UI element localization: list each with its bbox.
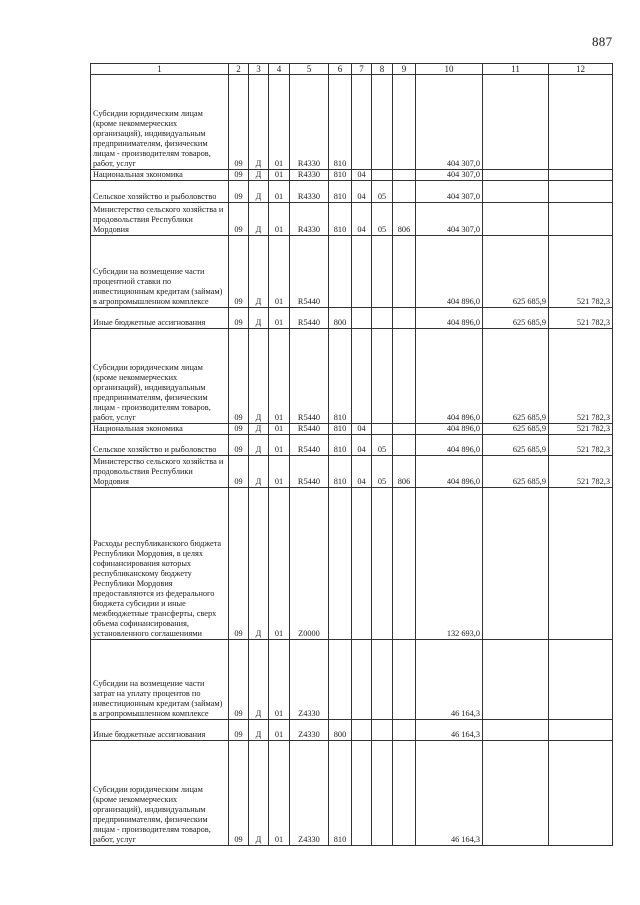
item-name: Иные бюджетные ассигнования	[91, 308, 229, 329]
col-4-value: 01	[269, 488, 290, 640]
col-3-value: Д	[249, 741, 269, 846]
item-name: Министерство сельского хозяйства и продовольствия Республики Мордовия	[91, 456, 229, 488]
amount-col-10: 46 164,3	[416, 720, 483, 741]
target-article: Z4330	[290, 741, 329, 846]
amount-col-12: 521 782,3	[549, 435, 613, 456]
amount-col-11	[483, 181, 549, 203]
target-article: Z4330	[290, 640, 329, 720]
column-header: 3	[249, 64, 269, 75]
amount-col-12: 521 782,3	[549, 236, 613, 308]
amount-col-12	[549, 75, 613, 170]
amount-col-11: 625 685,9	[483, 236, 549, 308]
amount-col-11: 625 685,9	[483, 424, 549, 435]
col-4-value: 01	[269, 640, 290, 720]
amount-col-11: 625 685,9	[483, 308, 549, 329]
item-name: Иные бюджетные ассигнования	[91, 720, 229, 741]
table-row	[91, 181, 613, 203]
department	[393, 435, 416, 456]
amount-col-10: 404 307,0	[416, 170, 483, 181]
expense-type: 810	[329, 424, 352, 435]
amount-col-11	[483, 488, 549, 640]
col-2-value: 09	[229, 75, 249, 170]
subsection: 05	[372, 181, 393, 203]
expense-type: 810	[329, 741, 352, 846]
subsection	[372, 741, 393, 846]
col-2-value: 09	[229, 203, 249, 236]
col-2-value: 09	[229, 170, 249, 181]
section	[352, 236, 372, 308]
amount-col-10: 132 693,0	[416, 488, 483, 640]
section: 04	[352, 435, 372, 456]
amount-col-11	[483, 75, 549, 170]
item-name: Субсидии на возмещение части процентной ставки по инвестиционным кредитам (займам) в агропромышленном комплексе	[91, 236, 229, 308]
target-article: R5440	[290, 424, 329, 435]
amount-col-10: 404 896,0	[416, 329, 483, 424]
amount-col-11: 625 685,9	[483, 456, 549, 488]
col-2-value: 09	[229, 236, 249, 308]
column-header: 5	[290, 64, 329, 75]
department	[393, 488, 416, 640]
item-name: Национальная экономика	[91, 424, 229, 435]
col-4-value: 01	[269, 236, 290, 308]
section	[352, 329, 372, 424]
column-header: 6	[329, 64, 352, 75]
table-row	[91, 170, 613, 181]
col-4-value: 01	[269, 181, 290, 203]
col-3-value: Д	[249, 456, 269, 488]
department	[393, 329, 416, 424]
amount-col-12: 521 782,3	[549, 329, 613, 424]
subsection	[372, 640, 393, 720]
section: 04	[352, 181, 372, 203]
subsection: 05	[372, 435, 393, 456]
col-3-value: Д	[249, 308, 269, 329]
amount-col-12	[549, 203, 613, 236]
col-2-value: 09	[229, 720, 249, 741]
target-article: R5440	[290, 435, 329, 456]
subsection	[372, 424, 393, 435]
amount-col-11	[483, 203, 549, 236]
table-row	[91, 329, 613, 424]
target-article: R5440	[290, 329, 329, 424]
target-article: R5440	[290, 456, 329, 488]
column-header: 7	[352, 64, 372, 75]
item-name: Расходы республиканского бюджета Республики Мордовия, в целях софинансирования которых республиканскому бюджету Республики Мордовия предоставляются из федерального бюджета субсидии и иные межбюджетные трансферты, сверх объема софинансирования, установленного соглашениями	[91, 488, 229, 640]
col-3-value: Д	[249, 329, 269, 424]
col-3-value: Д	[249, 203, 269, 236]
target-article: R4330	[290, 75, 329, 170]
table-row	[91, 456, 613, 488]
department	[393, 181, 416, 203]
department: 806	[393, 203, 416, 236]
expense-type: 800	[329, 720, 352, 741]
amount-col-10: 404 896,0	[416, 435, 483, 456]
item-name: Субсидии юридическим лицам (кроме некоммерческих организаций), индивидуальным предпринимателям, физическим лицам - производителям товаров, работ, услуг	[91, 75, 229, 170]
section	[352, 741, 372, 846]
col-3-value: Д	[249, 181, 269, 203]
section	[352, 720, 372, 741]
expense-type: 810	[329, 170, 352, 181]
col-4-value: 01	[269, 308, 290, 329]
amount-col-10: 404 307,0	[416, 181, 483, 203]
expense-type: 800	[329, 308, 352, 329]
section: 04	[352, 424, 372, 435]
table-row	[91, 308, 613, 329]
department	[393, 308, 416, 329]
table-row	[91, 640, 613, 720]
col-2-value: 09	[229, 456, 249, 488]
col-3-value: Д	[249, 236, 269, 308]
item-name: Национальная экономика	[91, 170, 229, 181]
column-header: 11	[483, 64, 549, 75]
col-2-value: 09	[229, 488, 249, 640]
department	[393, 236, 416, 308]
table-row	[91, 236, 613, 308]
section: 04	[352, 170, 372, 181]
amount-col-12	[549, 181, 613, 203]
amount-col-11	[483, 720, 549, 741]
col-3-value: Д	[249, 435, 269, 456]
item-name: Субсидии юридическим лицам (кроме некоммерческих организаций), индивидуальным предпринимателям, физическим лицам - производителям товаров, работ, услуг	[91, 329, 229, 424]
section: 04	[352, 456, 372, 488]
budget-table	[90, 63, 613, 846]
col-2-value: 09	[229, 435, 249, 456]
amount-col-11: 625 685,9	[483, 435, 549, 456]
table-row	[91, 424, 613, 435]
amount-col-10: 46 164,3	[416, 640, 483, 720]
section	[352, 640, 372, 720]
col-3-value: Д	[249, 720, 269, 741]
amount-col-11: 625 685,9	[483, 329, 549, 424]
target-article: R4330	[290, 203, 329, 236]
col-3-value: Д	[249, 170, 269, 181]
subsection	[372, 75, 393, 170]
col-2-value: 09	[229, 424, 249, 435]
col-3-value: Д	[249, 640, 269, 720]
department: 806	[393, 456, 416, 488]
amount-col-11	[483, 170, 549, 181]
col-3-value: Д	[249, 424, 269, 435]
amount-col-12	[549, 720, 613, 741]
col-2-value: 09	[229, 308, 249, 329]
col-4-value: 01	[269, 741, 290, 846]
table-row	[91, 203, 613, 236]
amount-col-12	[549, 170, 613, 181]
amount-col-10: 404 307,0	[416, 75, 483, 170]
col-4-value: 01	[269, 720, 290, 741]
expense-type: 810	[329, 435, 352, 456]
subsection	[372, 720, 393, 741]
item-name: Министерство сельского хозяйства и продовольствия Республики Мордовия	[91, 203, 229, 236]
target-article: Z0000	[290, 488, 329, 640]
column-header: 12	[549, 64, 613, 75]
amount-col-11	[483, 640, 549, 720]
col-3-value: Д	[249, 488, 269, 640]
amount-col-12: 521 782,3	[549, 424, 613, 435]
header-row	[91, 64, 613, 75]
subsection	[372, 308, 393, 329]
subsection	[372, 488, 393, 640]
target-article: R4330	[290, 170, 329, 181]
table-row	[91, 720, 613, 741]
expense-type: 810	[329, 456, 352, 488]
subsection	[372, 170, 393, 181]
amount-col-10: 404 307,0	[416, 203, 483, 236]
col-4-value: 01	[269, 203, 290, 236]
section	[352, 75, 372, 170]
department	[393, 741, 416, 846]
table-row	[91, 435, 613, 456]
page-number: 887	[592, 34, 613, 49]
item-name: Субсидии юридическим лицам (кроме некоммерческих организаций), индивидуальным предпринимателям, физическим лицам - производителям товаров, работ, услуг	[91, 741, 229, 846]
table-row	[91, 75, 613, 170]
target-article: R4330	[290, 181, 329, 203]
amount-col-10: 404 896,0	[416, 236, 483, 308]
amount-col-10: 46 164,3	[416, 741, 483, 846]
subsection: 05	[372, 456, 393, 488]
column-header: 4	[269, 64, 290, 75]
target-article: R5440	[290, 308, 329, 329]
amount-col-11	[483, 741, 549, 846]
expense-type	[329, 640, 352, 720]
department	[393, 640, 416, 720]
col-4-value: 01	[269, 424, 290, 435]
amount-col-12: 521 782,3	[549, 456, 613, 488]
amount-col-10: 404 896,0	[416, 308, 483, 329]
column-header: 8	[372, 64, 393, 75]
col-3-value: Д	[249, 75, 269, 170]
department	[393, 75, 416, 170]
col-4-value: 01	[269, 456, 290, 488]
target-article: R5440	[290, 236, 329, 308]
expense-type	[329, 488, 352, 640]
expense-type: 810	[329, 203, 352, 236]
col-4-value: 01	[269, 329, 290, 424]
col-2-value: 09	[229, 181, 249, 203]
table-row	[91, 488, 613, 640]
expense-type: 810	[329, 181, 352, 203]
col-2-value: 09	[229, 640, 249, 720]
column-header: 1	[91, 64, 229, 75]
col-4-value: 01	[269, 435, 290, 456]
amount-col-12	[549, 741, 613, 846]
item-name: Сельское хозяйство и рыболовство	[91, 181, 229, 203]
department	[393, 170, 416, 181]
section	[352, 488, 372, 640]
amount-col-10: 404 896,0	[416, 424, 483, 435]
table-row	[91, 741, 613, 846]
col-4-value: 01	[269, 170, 290, 181]
department	[393, 424, 416, 435]
subsection	[372, 329, 393, 424]
col-2-value: 09	[229, 329, 249, 424]
subsection	[372, 236, 393, 308]
amount-col-10: 404 896,0	[416, 456, 483, 488]
column-header: 9	[393, 64, 416, 75]
expense-type: 810	[329, 75, 352, 170]
col-4-value: 01	[269, 75, 290, 170]
item-name: Субсидии на возмещение части затрат на уплату процентов по инвестиционным кредитам (займам) в агропромышленном комплексе	[91, 640, 229, 720]
column-header: 10	[416, 64, 483, 75]
section: 04	[352, 203, 372, 236]
target-article: Z4330	[290, 720, 329, 741]
section	[352, 308, 372, 329]
amount-col-12	[549, 488, 613, 640]
department	[393, 720, 416, 741]
amount-col-12	[549, 640, 613, 720]
subsection: 05	[372, 203, 393, 236]
expense-type	[329, 236, 352, 308]
item-name: Сельское хозяйство и рыболовство	[91, 435, 229, 456]
column-header: 2	[229, 64, 249, 75]
col-2-value: 09	[229, 741, 249, 846]
amount-col-12: 521 782,3	[549, 308, 613, 329]
expense-type: 810	[329, 329, 352, 424]
